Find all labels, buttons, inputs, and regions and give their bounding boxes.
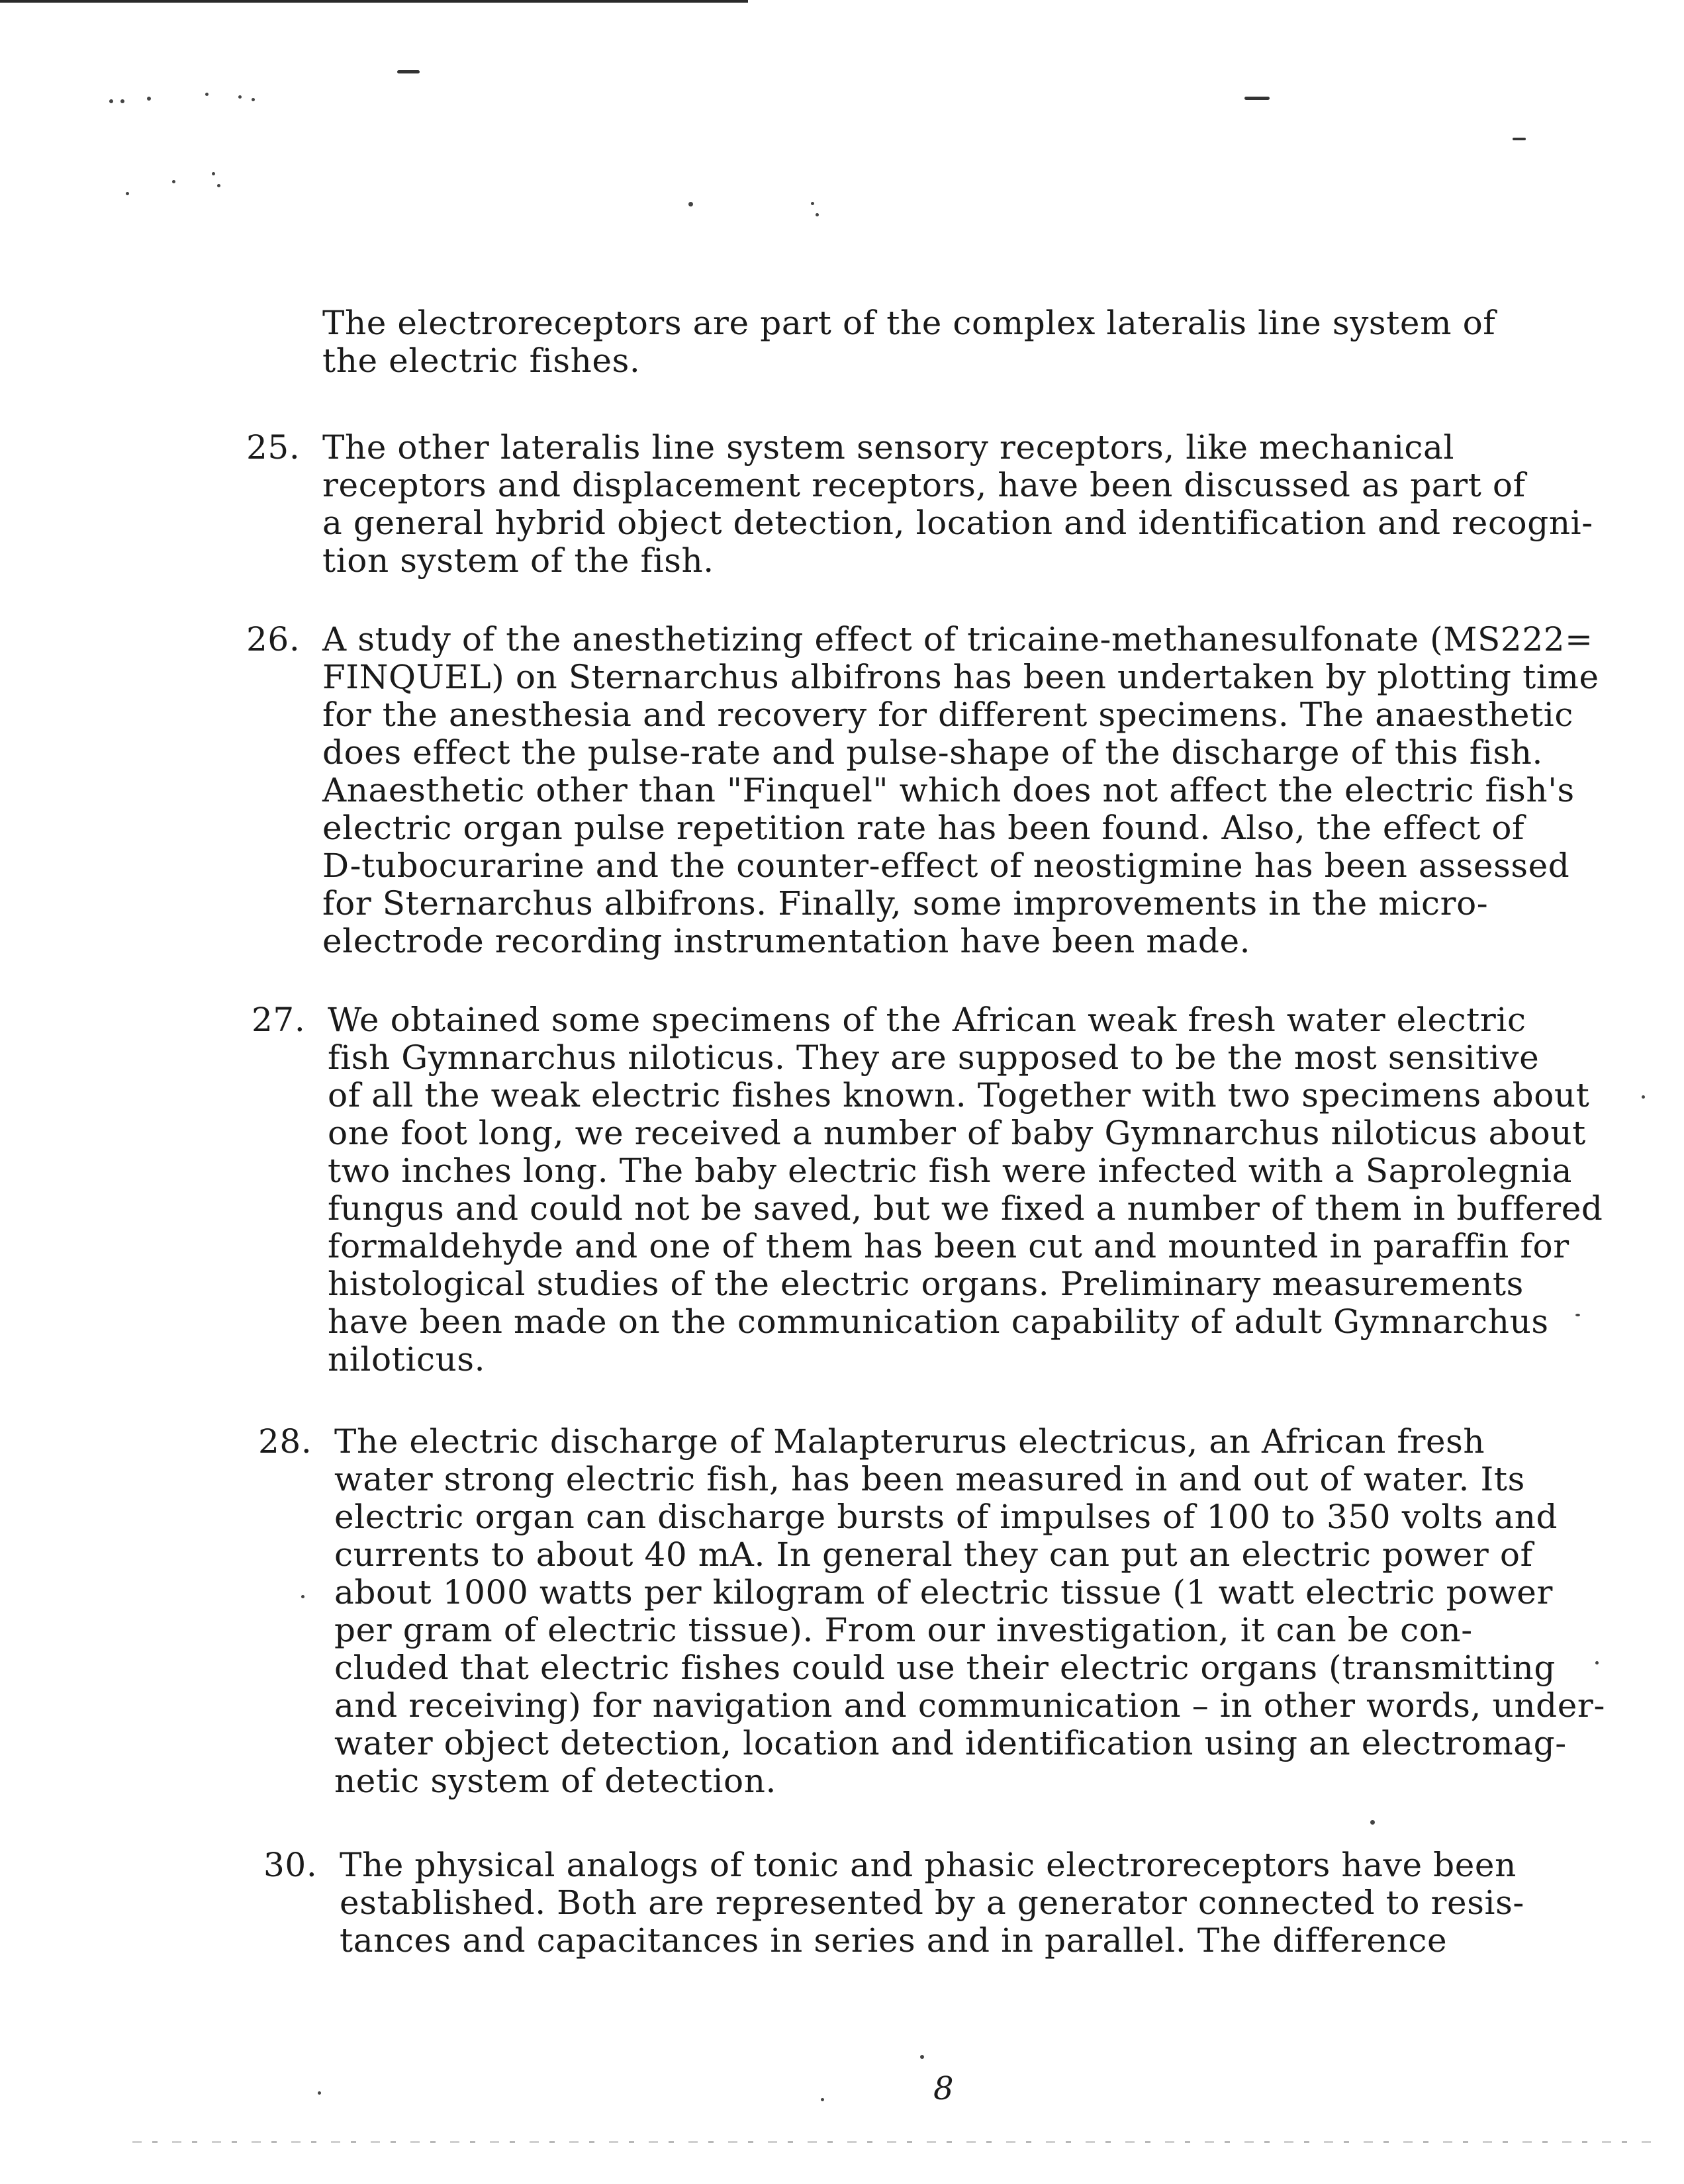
- scan-speck: [109, 99, 113, 103]
- page-number: 8: [933, 2070, 954, 2107]
- text-line: formaldehyde and one of them has been cut and mounted in paraffin for: [328, 1227, 1569, 1265]
- text-line: The electroreceptors are part of the complex lateralis line system of: [322, 304, 1496, 342]
- text-line: D-tubocurarine and the counter-effect of neostigmine has been assessed: [322, 846, 1570, 885]
- scan-speck: [126, 192, 129, 195]
- text-line: have been made on the communication capability of adult Gymnarchus: [328, 1302, 1549, 1341]
- scan-speck: [1642, 1095, 1645, 1099]
- text-line: netic system of detection.: [334, 1762, 776, 1800]
- top-rule: [0, 0, 748, 3]
- item-paragraph: [328, 1001, 1603, 1379]
- text-line: niloticus.: [328, 1340, 486, 1379]
- text-line: tion system of the fish.: [322, 541, 714, 580]
- scan-mark: [1513, 138, 1526, 140]
- text-line: Anaesthetic other than "Finquel" which does not affect the electric fish's: [322, 771, 1575, 809]
- scan-speck: [318, 2091, 321, 2095]
- text-line: about 1000 watts per kilogram of electric tissue (1 watt electric power: [334, 1573, 1553, 1612]
- text-line: per gram of electric tissue). From our investigation, it can be con-: [334, 1611, 1473, 1649]
- text-line: The other lateralis line system sensory receptors, like mechanical: [322, 428, 1455, 467]
- text-line: two inches long. The baby electric fish were infected with a Saprolegnia: [328, 1152, 1573, 1190]
- text-line: and receiving) for navigation and communication – in other words, under-: [334, 1686, 1605, 1725]
- text-line: fungus and could not be saved, but we fixed a number of them in buffered: [328, 1189, 1603, 1228]
- text-line: tances and capacitances in series and in parallel. The difference: [340, 1921, 1448, 1960]
- text-line: established. Both are represented by a generator connected to resis-: [340, 1884, 1524, 1922]
- text-line: receptors and displacement receptors, have been discussed as part of: [322, 466, 1526, 504]
- text-line: for the anesthesia and recovery for different specimens. The anaesthetic: [322, 696, 1573, 734]
- scan-mark: [397, 70, 420, 73]
- scan-speck: [212, 172, 215, 175]
- item-number: 30.: [263, 1846, 318, 1884]
- scan-speck: [816, 213, 819, 216]
- text-line: currents to about 40 mA. In general they can put an electric power of: [334, 1535, 1533, 1574]
- text-line: electric organ can discharge bursts of impulses of 100 to 350 volts and: [334, 1498, 1558, 1536]
- item-paragraph: [322, 621, 1599, 960]
- text-line: cluded that electric fishes could use their electric organs (transmitting: [334, 1649, 1556, 1687]
- text-line: the electric fishes.: [322, 341, 641, 380]
- text-line: histological studies of the electric organs. Preliminary measurements: [328, 1265, 1524, 1303]
- text-line: The electric discharge of Malapterurus electricus, an African fresh: [334, 1422, 1485, 1461]
- scan-mark: [1244, 97, 1270, 100]
- text-line: for Sternarchus albifrons. Finally, some improvements in the micro-: [322, 884, 1489, 923]
- scan-speck: [217, 184, 220, 187]
- scan-speck: [252, 98, 255, 101]
- intro-paragraph: [322, 304, 1495, 380]
- text-line: electrode recording instrumentation have been made.: [322, 922, 1251, 960]
- text-line: The physical analogs of tonic and phasic electroreceptors have been: [340, 1846, 1517, 1884]
- scan-speck: [811, 202, 814, 205]
- scan-speck: [238, 95, 242, 99]
- text-line: a general hybrid object detection, location and identification and recogni-: [322, 504, 1593, 542]
- text-line: electric organ pulse repetition rate has been found. Also, the effect of: [322, 809, 1525, 847]
- text-line: water strong electric fish, has been measured in and out of water. Its: [334, 1460, 1525, 1498]
- item-paragraph: [340, 1846, 1524, 1960]
- text-line: We obtained some specimens of the African weak fresh water electric: [328, 1001, 1526, 1039]
- text-line: fish Gymnarchus niloticus. They are supposed to be the most sensitive: [328, 1038, 1540, 1077]
- scan-speck: [920, 2055, 924, 2059]
- text-line: water object detection, location and identification using an electromag-: [334, 1724, 1567, 1762]
- item-number: 28.: [258, 1422, 312, 1461]
- text-line: one foot long, we received a number of baby Gymnarchus niloticus about: [328, 1114, 1586, 1152]
- scan-speck: [821, 2098, 824, 2101]
- scan-speck: [688, 202, 693, 206]
- text-line: does effect the pulse-rate and pulse-shape of the discharge of this fish.: [322, 733, 1543, 772]
- scan-speck: [120, 99, 124, 103]
- item-paragraph: [322, 429, 1593, 580]
- scan-speck: [1370, 1820, 1375, 1825]
- scan-speck: [301, 1595, 304, 1598]
- text-line: A study of the anesthetizing effect of tricaine-methanesulfonate (MS222=: [322, 620, 1593, 659]
- item-number: 26.: [246, 620, 301, 659]
- text-line: of all the weak electric fishes known. Together with two specimens about: [328, 1076, 1590, 1115]
- item-number: 25.: [246, 428, 301, 467]
- scan-speck: [205, 93, 209, 96]
- text-line: FINQUEL) on Sternarchus albifrons has been undertaken by plotting time: [322, 658, 1599, 696]
- scan-speck: [172, 180, 175, 183]
- item-number: 27.: [252, 1001, 306, 1039]
- item-paragraph: [334, 1423, 1605, 1800]
- scan-noise: [132, 2141, 1655, 2143]
- scan-speck: [147, 97, 151, 101]
